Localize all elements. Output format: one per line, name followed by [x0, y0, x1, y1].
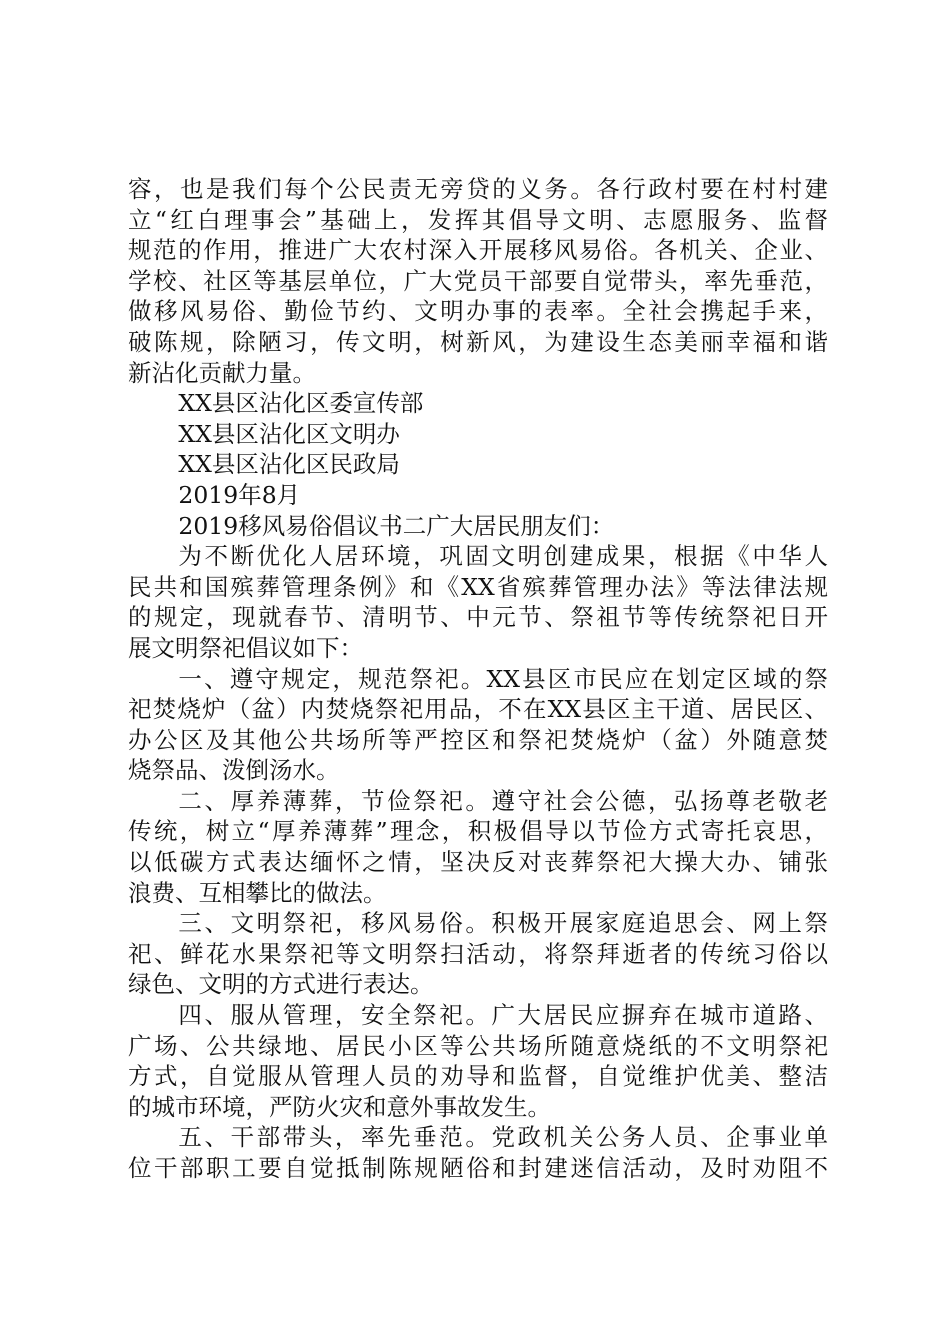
text-line: 新沾化贡献力量。	[128, 358, 316, 387]
text-line: 2019移风易俗倡议书二广大居民朋友们：	[178, 511, 615, 540]
text-line: 烧祭品、泼倒汤水。	[128, 756, 340, 785]
text-line: 位干部职工要自觉抵制陈规陋俗和封建迷信活动，及时劝阻不	[128, 1154, 828, 1182]
text-line: 规范的作用，推进广大农村深入开展移风易俗。各机关、企业、	[128, 236, 828, 265]
text-line: XX县区沾化区民政局	[178, 450, 400, 479]
document-body	[128, 174, 828, 1184]
text-line: 破陈规，除陋习，传文明，树新风，为建设生态美丽幸福和谐	[128, 327, 828, 356]
text-line: 以低碳方式表达缅怀之情，坚决反对丧葬祭祀大操大办、铺张	[128, 848, 828, 877]
text-line: 二、厚养薄葬，节俭祭祀。遵守社会公德，弘扬尊老敬老	[178, 786, 828, 815]
text-line: 祀、鲜花水果祭祀等文明祭扫活动，将祭拜逝者的传统习俗以	[128, 939, 828, 968]
text-line: 浪费、互相攀比的做法。	[128, 878, 387, 907]
text-line: 做移风易俗、勤俭节约、文明办事的表率。全社会携起手来，	[128, 297, 828, 326]
text-line: 办公区及其他公共场所等严控区和祭祀焚烧炉（盆）外随意焚	[128, 725, 828, 754]
text-line: 祀焚烧炉（盆）内焚烧祭祀用品，不在XX县区主干道、居民区、	[128, 695, 828, 724]
text-line: 展文明祭祀倡议如下：	[128, 633, 363, 662]
text-line: XX县区沾化区委宣传部	[178, 389, 424, 418]
text-line: 广场、公共绿地、居民小区等公共场所随意烧纸的不文明祭祀	[128, 1031, 828, 1060]
text-line: 学校、社区等基层单位，广大党员干部要自觉带头，率先垂范，	[128, 266, 828, 295]
text-line: 绿色、文明的方式进行表达。	[128, 970, 434, 999]
text-line: 2019年8月	[178, 480, 301, 509]
text-line: 容，也是我们每个公民责无旁贷的义务。各行政村要在村村建	[128, 175, 828, 203]
text-line: 方式，自觉服从管理人员的劝导和监督，自觉维护优美、整洁	[128, 1062, 828, 1091]
text-line: 一、遵守规定，规范祭祀。XX县区市民应在划定区域的祭	[178, 664, 828, 693]
text-line: 立“红白理事会”基础上，发挥其倡导文明、志愿服务、监督	[128, 205, 828, 234]
text-line: 的规定，现就春节、清明节、中元节、祭祖节等传统祭祀日开	[128, 603, 828, 632]
text-line: XX县区沾化区文明办	[178, 419, 400, 448]
text-line: 五、干部带头，率先垂范。党政机关公务人员、企事业单	[178, 1123, 828, 1152]
text-line: 为不断优化人居环境，巩固文明创建成果，根据《中华人	[178, 542, 828, 571]
text-line: 传统，树立“厚养薄葬”理念，积极倡导以节俭方式寄托哀思，	[128, 817, 828, 846]
text-line: 的城市环境，严防火灾和意外事故发生。	[128, 1092, 551, 1121]
text-line: 三、文明祭祀，移风易俗。积极开展家庭追思会、网上祭	[178, 909, 828, 938]
text-line: 民共和国殡葬管理条例》和《XX省殡葬管理办法》等法律法规	[128, 572, 828, 601]
text-line: 四、服从管理，安全祭祀。广大居民应摒弃在城市道路、	[178, 1001, 828, 1030]
